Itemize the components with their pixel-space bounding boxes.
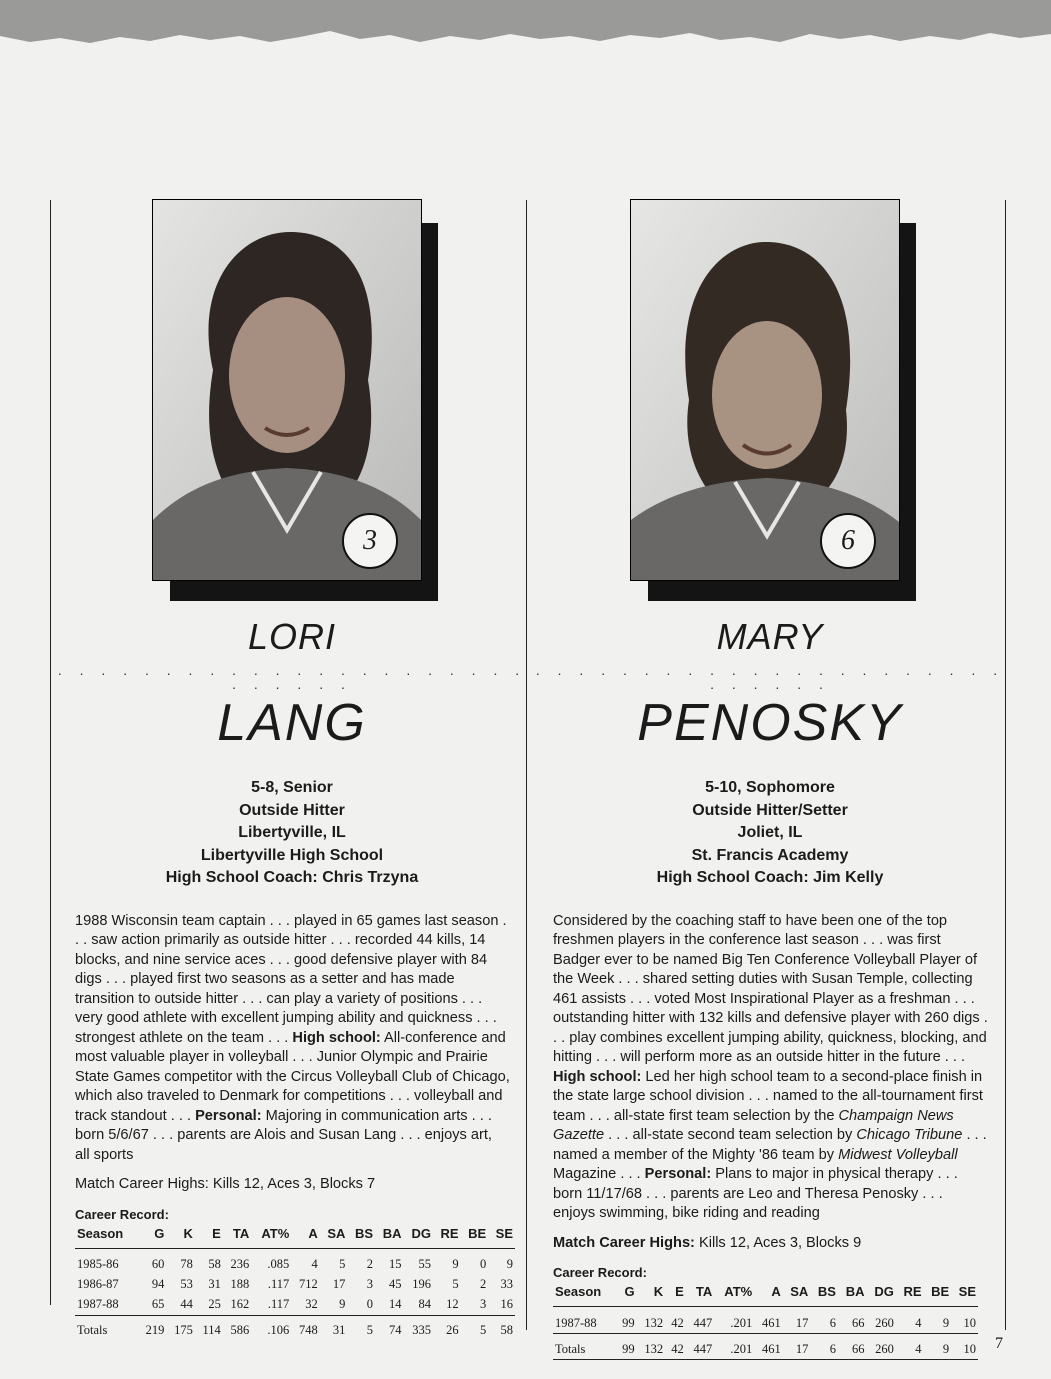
stats-total-cell: 9 <box>924 1334 952 1360</box>
stats-total-cell: 4 <box>896 1334 924 1360</box>
stats-column-header: BS <box>347 1224 375 1249</box>
publication-name: Chicago Tribune <box>856 1127 963 1143</box>
stats-cell: .201 <box>714 1307 754 1334</box>
stats-column-header: A <box>291 1224 319 1249</box>
stats-cell: 60 <box>151 1257 165 1271</box>
player-info <box>535 777 1005 890</box>
stats-total-cell: 175 <box>174 1323 193 1337</box>
stats-total-cell: 6 <box>810 1334 838 1360</box>
stats-cell: 712 <box>299 1277 318 1291</box>
stats-total-cell: 58 <box>500 1323 513 1337</box>
stats-total-cell: .201 <box>714 1334 754 1360</box>
stats-cell: 17 <box>783 1307 811 1334</box>
stats-cell: 65 <box>138 1295 166 1316</box>
right-column-rule <box>1005 200 1006 1330</box>
stats-cell: 196 <box>412 1277 431 1291</box>
stats-cell: 42 <box>665 1307 686 1334</box>
stats-cell: 1986-87 <box>77 1277 119 1291</box>
stats-column-header: BA <box>375 1224 404 1249</box>
stats-column-header: AT% <box>251 1224 291 1249</box>
high-school-label: High school: <box>292 1029 381 1046</box>
bio-text: All-conference and most valuable player in volleyball . . . Junior Olympic and Prairie State Games competitor with the Circus Volleyball Club of Chicago, which also traveled to Denmark for competitions . . . volleyball and track standout . . . <box>75 1029 510 1124</box>
stats-cell: 4 <box>896 1307 924 1334</box>
jersey-number: 6 <box>841 525 855 556</box>
stats-column-header: RE <box>433 1224 461 1249</box>
stats-column-header: SE <box>951 1282 978 1307</box>
stats-cell: 9 <box>924 1307 952 1334</box>
stats-cell: 9 <box>452 1257 459 1271</box>
stats-cell: 2 <box>479 1277 487 1291</box>
stats-column-header: SA <box>320 1224 348 1249</box>
stats-column-header: TA <box>223 1224 251 1249</box>
stats-total-cell: 74 <box>389 1323 402 1337</box>
stats-header-row <box>553 1282 978 1307</box>
first-name: LORI <box>247 616 337 657</box>
bio-paragraph <box>75 912 510 1166</box>
stats-column-header: A <box>754 1282 782 1307</box>
height-class: 5-10, Sophomore <box>705 779 835 796</box>
stats-total-cell: .106 <box>267 1323 290 1337</box>
stats-cell: 1985-86 <box>77 1257 119 1271</box>
stats-total-cell: 586 <box>230 1323 250 1337</box>
stats-total-cell: 99 <box>616 1334 637 1360</box>
stats-column-header: K <box>166 1224 194 1249</box>
stats-total-cell: Totals <box>77 1323 108 1337</box>
player-photo-frame <box>57 195 527 605</box>
high-school: Libertyville High School <box>200 846 384 864</box>
stats-cell: 3 <box>366 1277 374 1291</box>
stats-cell: 94 <box>151 1277 165 1291</box>
stats-season-row <box>75 1248 515 1275</box>
stats-cell: 5 <box>339 1257 346 1271</box>
stats-cell: 12 <box>433 1295 461 1316</box>
torn-paper-edge <box>0 0 1051 60</box>
stats-total-cell: 17 <box>783 1334 811 1360</box>
stats-column-header: BS <box>810 1282 838 1307</box>
stats-cell: 5 <box>452 1277 459 1291</box>
stats-cell: 3 <box>461 1295 489 1316</box>
hometown: Joliet, IL <box>737 824 803 841</box>
stats-total-cell: 219 <box>145 1323 165 1337</box>
hometown: Libertyville, IL <box>238 824 346 841</box>
stats-column-header: AT% <box>714 1282 754 1307</box>
player-photo-frame <box>535 195 1005 605</box>
stats-cell: 1987-88 <box>75 1295 138 1316</box>
career-record-label: Career Record: <box>553 1265 647 1280</box>
bio-text: . . . named a member of the Mighty '86 team by <box>553 1127 987 1163</box>
dotted-divider: . . . . . . . . . . . . . . . . . . . . . . . . . . . . <box>57 662 527 692</box>
stats-column-header: BE <box>924 1282 952 1307</box>
bio-text: Magazine . . . <box>553 1166 645 1182</box>
stats-cell: 6 <box>810 1307 838 1334</box>
stats-totals-row <box>553 1334 978 1360</box>
match-career-highs <box>75 1175 527 1195</box>
page-number: 7 <box>995 1335 1003 1352</box>
stats-cell: 461 <box>754 1307 782 1334</box>
stats-total-cell: 26 <box>446 1323 459 1337</box>
stats-column-header: BE <box>461 1224 489 1249</box>
left-column-rule <box>50 200 51 1305</box>
stats-cell: 9 <box>320 1295 348 1316</box>
stats-cell: 9 <box>506 1257 513 1271</box>
bio-paragraph <box>553 912 988 1224</box>
position: Outside Hitter <box>239 801 345 819</box>
bio-text: Plans to major in physical therapy . . . born 11/17/68 . . . parents are Leo and Theresa Penosky . . . enjoys swimming, bike riding and reading <box>553 1166 958 1221</box>
stats-cell: 31 <box>208 1277 221 1291</box>
stats-column-header: BA <box>838 1282 867 1307</box>
stats-cell: 84 <box>404 1295 433 1316</box>
stats-cell: 66 <box>838 1307 867 1334</box>
stats-total-cell: 5 <box>479 1323 487 1337</box>
bio-text: Considered by the coaching staff to have been one of the top freshmen players in the conference last season . . . was first Badger ever to be named Big Ten Conference Volleyball Player of the Week . . . shared setting duties with Susan Temple, collecting 461 assists . . . voted Most Inspirational Player as a freshman . . . outstanding hitter with 132 kills and defensive player with 260 digs . . . play combines excellent jumping ability, quickness, blocking, and hitting . . . will perform more as an outside hitter in the future . . . <box>553 912 988 1065</box>
stats-cell: 10 <box>951 1307 978 1334</box>
player-profile-lang <box>57 195 527 1341</box>
stats-total-cell: 31 <box>332 1323 346 1337</box>
stats-total-cell: 66 <box>838 1334 867 1360</box>
stats-cell: 4 <box>311 1257 318 1271</box>
stats-total-cell: 114 <box>202 1323 221 1337</box>
jersey-number-badge <box>342 513 398 569</box>
jersey-number: 3 <box>363 525 377 556</box>
high-school: St. Francis Academy <box>691 846 849 864</box>
stats-total-cell: 335 <box>412 1323 431 1337</box>
dotted-divider: . . . . . . . . . . . . . . . . . . . . . . . . . . . . <box>535 662 1005 692</box>
stats-total-cell: 748 <box>299 1323 318 1337</box>
stats-total-cell: 461 <box>754 1334 782 1360</box>
stats-column-header: K <box>637 1282 665 1307</box>
stats-column-header: Season <box>553 1282 616 1307</box>
stats-total-cell: 10 <box>951 1334 978 1360</box>
career-record-label: Career Record: <box>75 1206 169 1222</box>
stats-cell: 1987-88 <box>553 1307 616 1334</box>
first-name: MARY <box>716 616 824 657</box>
stats-header-row <box>75 1224 515 1249</box>
stats-cell: 44 <box>166 1295 194 1316</box>
stats-total-cell: Totals <box>553 1334 616 1360</box>
stats-cell: 58 <box>208 1257 221 1271</box>
bio-text: . . . all-state second team selection by <box>604 1127 857 1143</box>
stats-total-cell: 42 <box>665 1334 686 1360</box>
high-school-label: High school: <box>553 1068 642 1085</box>
stats-cell: 32 <box>291 1295 319 1316</box>
stats-cell: 14 <box>375 1295 404 1316</box>
stats-totals-row <box>75 1315 515 1341</box>
stats-cell: 25 <box>195 1295 223 1316</box>
stats-cell: 16 <box>488 1295 515 1316</box>
publication-name: Midwest Volleyball <box>838 1146 958 1163</box>
stats-cell: 45 <box>389 1277 402 1291</box>
stats-cell: .117 <box>251 1295 291 1316</box>
stats-column-header: DG <box>866 1282 895 1307</box>
stats-column-header: SE <box>488 1224 515 1249</box>
stats-cell: 78 <box>180 1257 193 1271</box>
stats-cell: 2 <box>366 1257 374 1271</box>
stats-cell: .085 <box>267 1257 290 1271</box>
highs-values: Kills 12, Aces 3, Blocks 7 <box>208 1176 376 1192</box>
high-school-coach: High School Coach: Jim Kelly <box>656 869 884 886</box>
stats-cell: 260 <box>866 1307 895 1334</box>
stats-cell: 15 <box>389 1257 402 1271</box>
stats-cell: 0 <box>479 1257 487 1271</box>
stats-cell: 55 <box>418 1257 431 1271</box>
stats-cell: 162 <box>223 1295 251 1316</box>
stats-column-header: G <box>616 1282 637 1307</box>
stats-column-header: E <box>195 1224 223 1249</box>
personal-label: Personal: <box>644 1166 712 1182</box>
highs-values: Kills 12, Aces 3, Blocks 9 <box>694 1234 862 1251</box>
publication-name: Champaign News Gazette <box>553 1107 954 1143</box>
stats-season-row <box>75 1275 515 1295</box>
match-career-highs <box>553 1234 1005 1254</box>
stats-column-header: RE <box>896 1282 924 1307</box>
stats-total-cell: 260 <box>866 1334 895 1360</box>
stats-total-cell: 5 <box>366 1323 374 1337</box>
jersey-number-badge <box>820 513 876 569</box>
last-name: PENOSKY <box>637 694 903 752</box>
stats-column-header: SA <box>783 1282 811 1307</box>
stats-cell: 447 <box>686 1307 714 1334</box>
personal-label: Personal: <box>195 1107 262 1124</box>
stats-column-header: Season <box>75 1224 138 1249</box>
highs-label: Match Career Highs: <box>75 1176 209 1192</box>
stats-cell: .117 <box>267 1277 290 1291</box>
stats-cell: 53 <box>180 1277 193 1291</box>
stats-cell: 0 <box>347 1295 375 1316</box>
career-stats-table <box>75 1224 515 1341</box>
stats-total-cell: 132 <box>637 1334 665 1360</box>
bio-text: 1988 Wisconsin team captain . . . played in 65 games last season . . . saw action primarily as outside hitter . . . recorded 44 kills, 14 blocks, and nine service aces . . . good defensive player with 84 digs . . . played first two seasons as a setter and has made transition to outside hitter . . . can play a variety of positions . . . very good athlete with excellent jumping ability and quickness . . . strongest athlete on the team . . . <box>75 912 507 1046</box>
player-profile-penosky <box>535 195 1005 1360</box>
highs-label: Match Career Highs: <box>553 1234 695 1251</box>
stats-cell: 33 <box>500 1277 513 1291</box>
stats-season-row <box>553 1307 978 1334</box>
stats-total-cell: 447 <box>686 1334 714 1360</box>
last-name: LANG <box>217 694 367 752</box>
height-class: 5-8, Senior <box>251 779 333 796</box>
high-school-coach: High School Coach: Chris Trzyna <box>165 869 419 886</box>
stats-column-header: G <box>138 1224 166 1249</box>
stats-cell: 236 <box>230 1257 250 1271</box>
stats-column-header: TA <box>686 1282 714 1307</box>
stats-season-row <box>75 1295 515 1316</box>
bio-text: Led her high school team to a second-place finish in the state large school division . . . named to the all-tournament first team . . . all-state first team selection by the <box>553 1068 983 1124</box>
stats-cell: 17 <box>332 1277 346 1291</box>
bio-text: Majoring in communication arts . . . born 5/6/67 . . . parents are Alois and Susan Lang . . . enjoys art, all sports <box>75 1107 492 1163</box>
player-info <box>57 777 527 890</box>
stats-cell: 132 <box>637 1307 665 1334</box>
stats-column-header: DG <box>404 1224 433 1249</box>
career-stats-table <box>553 1282 978 1360</box>
stats-column-header: E <box>665 1282 686 1307</box>
position: Outside Hitter/Setter <box>692 801 848 819</box>
stats-cell: 99 <box>616 1307 637 1334</box>
stats-cell: 188 <box>230 1277 250 1291</box>
